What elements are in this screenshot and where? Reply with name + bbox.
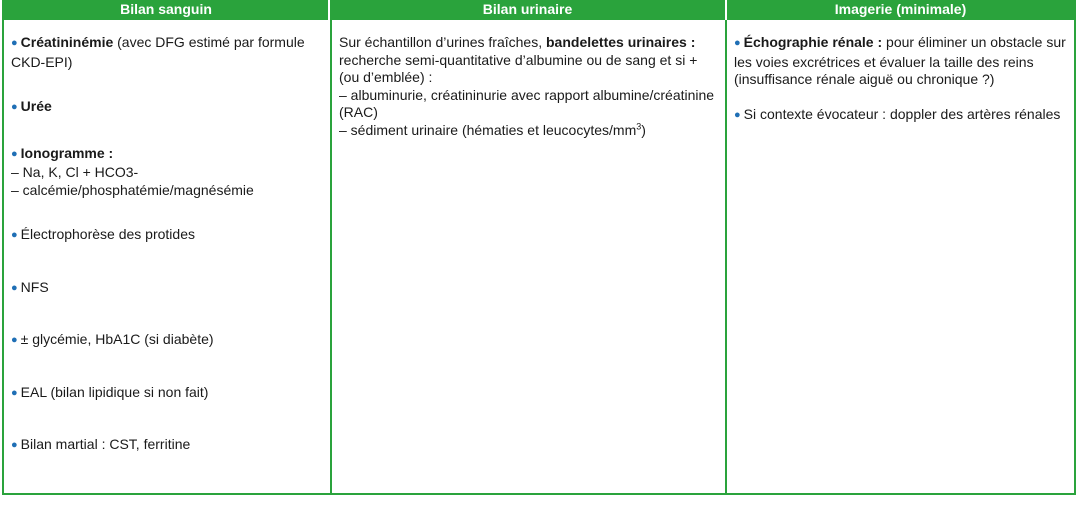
bullet-dot-icon: ●: [11, 229, 18, 241]
column-bilan-sanguin: [4, 20, 330, 493]
urine-paragraph: [339, 34, 719, 139]
column-imagerie: [725, 20, 1074, 493]
electrophorese-text: Électrophorèse des protides: [20, 226, 195, 242]
urine-line-2-text: – sédiment urinaire (hématies et leucocytes/mm: [339, 121, 637, 138]
creatininemie-label: Créatininémie: [20, 34, 114, 50]
header-imagerie: Imagerie (minimale): [834, 1, 967, 17]
item-creatininemie: [11, 34, 324, 71]
ionogramme-line-2: – calcémie/phosphatémie/magnésémie: [11, 181, 254, 198]
echographie-text: pour éliminer un obstacle sur les voies excrétrices et évaluer la taille des reins (insuffisance rénale aiguë ou chronique ?): [734, 34, 1066, 87]
item-doppler: [734, 106, 1068, 126]
bilan-martial-text: Bilan martial : CST, ferritine: [20, 436, 191, 452]
eal-text: EAL (bilan lipidique si non fait): [20, 383, 209, 400]
item-glycemie: [11, 331, 324, 351]
echographie-label: Échographie rénale :: [743, 34, 883, 50]
table-header: [4, 0, 1074, 20]
uree-label: Urée: [20, 98, 52, 114]
item-uree: [11, 98, 324, 118]
bullet-dot-icon: ●: [11, 439, 18, 451]
column-bilan-urinaire: [330, 20, 725, 493]
urine-text: recherche semi-quantitative d’albumine ou de sang et si + (ou d’emblée) :: [339, 51, 698, 85]
item-nfs: [11, 279, 324, 299]
glycemie-text: ± glycémie, HbA1C (si diabète): [20, 331, 214, 347]
creatininemie-text: (avec DFG estimé par formule CKD-EPI): [11, 34, 305, 70]
header-bilan-urinaire: Bilan urinaire: [330, 0, 727, 20]
item-electrophorese: [11, 226, 324, 246]
bullet-dot-icon: ●: [11, 386, 18, 399]
bullet-dot-icon: ●: [11, 101, 18, 113]
bullet-dot-icon: ●: [11, 37, 18, 49]
exam-table: [2, 0, 1076, 495]
item-eal: [11, 384, 324, 404]
bullet-dot-icon: ●: [734, 37, 741, 49]
header-bilan-sanguin: Bilan sanguin: [4, 0, 330, 20]
bullet-dot-icon: ●: [11, 281, 18, 294]
ionogramme-line-1: – Na, K, Cl + HCO3-: [11, 164, 139, 180]
doppler-text: Si contexte évocateur : doppler des artères rénales: [743, 105, 1061, 122]
bullet-dot-icon: ●: [11, 147, 18, 160]
bandelettes-label: bandelettes urinaires :: [546, 34, 696, 50]
item-echographie: [734, 34, 1068, 89]
ionogramme-label: Ionogramme :: [20, 144, 114, 161]
bullet-dot-icon: ●: [11, 334, 18, 346]
urine-line-2-sup: 3: [636, 120, 642, 131]
urine-line-2-end: ): [641, 121, 646, 138]
bullet-dot-icon: ●: [734, 108, 741, 121]
item-ionogramme: [11, 145, 324, 200]
urine-line-2: [339, 122, 719, 140]
nfs-text: NFS: [20, 278, 49, 295]
urine-line-1: – albuminurie, créatininurie avec rapport albumine/créatinine (RAC): [339, 86, 715, 120]
item-bilan-martial: [11, 436, 324, 456]
table-body: [4, 20, 1074, 493]
urine-intro: Sur échantillon d’urines fraîches,: [339, 34, 546, 50]
